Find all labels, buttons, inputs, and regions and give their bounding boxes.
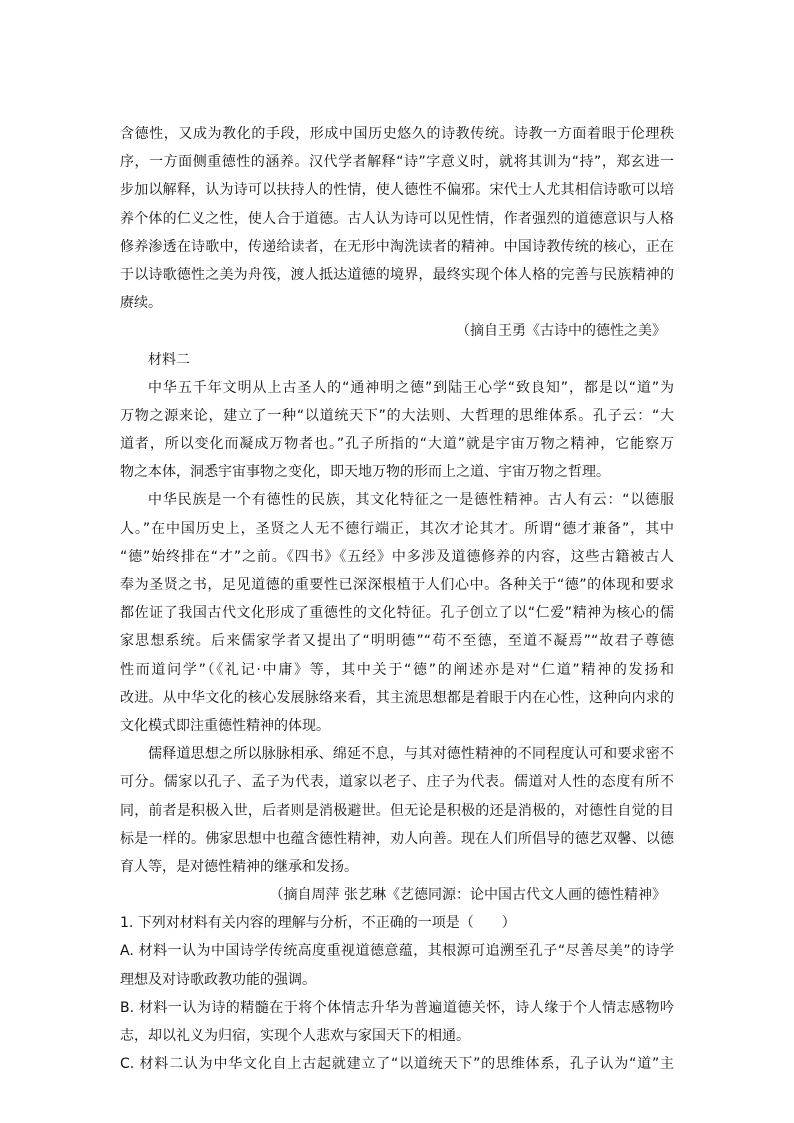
question-1 xyxy=(120,909,674,1078)
text-line: 儒释道思想之所以脉脉相承、绵延不息，与其对德性精神的不同程度认可和要求密不 xyxy=(148,746,674,763)
text-line: 都佐证了我国古代文化形成了重德性的文化特征。孔子创立了以“仁爱”精神为核心的儒 xyxy=(120,605,674,622)
text-line: 步加以解释，认为诗可以扶持人的性情，使人德性不偏邪。宋代士人尤其相信诗歌可以培 xyxy=(120,182,674,199)
text-line: 修养渗透在诗歌中，传递给读者，在无形中淘洗读者的精神。中国诗教传统的核心，正在 xyxy=(120,238,674,255)
text-line: 同，前者是积极入世，后者则是消极避世。但无论是积极的还是消极的，对德性自觉的目 xyxy=(120,802,674,819)
document-page xyxy=(120,120,674,1078)
material2-paragraph-2 xyxy=(120,486,674,740)
text-line: 序，一方面侧重德性的涵养。汉代学者解释“诗”字意义时，就将其训为“持”，郑玄进一 xyxy=(120,154,674,171)
question-stem: 1. 下列对材料有关内容的理解与分析，不正确的一项是（ ） xyxy=(120,915,516,932)
text-line: 文化模式即注重德性精神的体现。 xyxy=(120,717,330,734)
option-a-line: A. 材料一认为中国诗学传统高度重视道德意蕴，其根源可追溯至孔子“尽善尽美”的诗学 xyxy=(120,943,674,960)
material1-paragraph-tail xyxy=(120,120,674,317)
material2-heading: 材料二 xyxy=(148,351,190,368)
text-line: 物之本体，洞悉宇宙事物之变化，即天地万物的形而上之道、宇宙万物之哲理。 xyxy=(120,464,610,481)
text-line: 家思想系统。后来儒家学者又提出了“明明德”“苟不至德，至道不凝焉”“故君子尊德 xyxy=(120,633,674,650)
material2-paragraph-1 xyxy=(120,374,674,487)
text-line: 含德性，又成为教化的手段，形成中国历史悠久的诗教传统。诗教一方面着眼于伦理秩 xyxy=(120,126,674,142)
text-line: 性而道问学”（《礼记·中庸》等，其中关于“德”的阐述亦是对“仁道”精神的发扬和 xyxy=(120,661,674,678)
text-line: 人。”在中国历史上，圣贤之人无不德行端正，其次才论其才。所谓“德才兼备”，其中 xyxy=(120,520,674,537)
text-line: 奉为圣贤之书，足见道德的重要性已深深根植于人们心中。各种关于“德”的体现和要求 xyxy=(120,577,674,593)
text-line: 可分。儒家以孔子、孟子为代表，道家以老子、庄子为代表。儒道对人性的态度有所不 xyxy=(120,774,674,791)
text-line: 中华民族是一个有德性的民族，其文化特征之一是德性精神。古人有云：“以德服 xyxy=(148,492,674,509)
source-citation-1: （摘自王勇《古诗中的德性之美》 xyxy=(456,323,666,340)
option-b-line: 志，却以礼义为归宿，实现个人悲欢与家国天下的相通。 xyxy=(120,1028,470,1044)
text-line: 道者，所以变化而凝成万物者也。”孔子所指的“大道”就是宇宙万物之精神，它能察万 xyxy=(120,436,674,453)
material2-paragraph-3 xyxy=(120,740,674,881)
source-citation-2: （摘自周萍 张艺琳《艺德同源：论中国古代文人画的德性精神》 xyxy=(269,887,666,904)
text-line: 育人等，是对德性精神的继承和发扬。 xyxy=(120,858,358,875)
text-line: 标是一样的。佛家思想中也蕴含德性精神，劝人向善。现在人们所倡导的德艺双馨、以德 xyxy=(120,830,674,847)
option-b-line: B. 材料一认为诗的精髓在于将个体情志升华为普遍道德关怀，诗人缘于个人情志感物吟 xyxy=(120,999,674,1016)
text-line: “德”始终排在“才”之前。《四书》《五经》中多涉及道德修养的内容，这些古籍被古人 xyxy=(120,548,674,565)
text-line: 赓续。 xyxy=(120,295,162,312)
text-line: 于以诗歌德性之美为舟筏，渡人抵达道德的境界，最终实现个体人格的完善与民族精神的 xyxy=(120,266,674,283)
option-a-line: 理想及对诗歌政教功能的强调。 xyxy=(120,971,316,988)
option-c-line: C. 材料二认为中华文化自上古起就建立了“以道统天下”的思维体系，孔子认为“道”主 xyxy=(120,1056,674,1073)
text-line: 改进。从中华文化的核心发展脉络来看，其主流思想都是着眼于内在心性，这种向内求的 xyxy=(120,689,674,706)
text-line: 万物之源来论，建立了一种“以道统天下”的大法则、大哲理的思维体系。孔子云：“大 xyxy=(120,407,674,424)
text-line: 中华五千年文明从上古圣人的“通神明之德”到陆王心学“致良知”，都是以“道”为 xyxy=(148,379,674,396)
text-line: 养个体的仁义之性，使人合于道德。古人认为诗可以见性情，作者强烈的道德意识与人格 xyxy=(120,210,674,227)
